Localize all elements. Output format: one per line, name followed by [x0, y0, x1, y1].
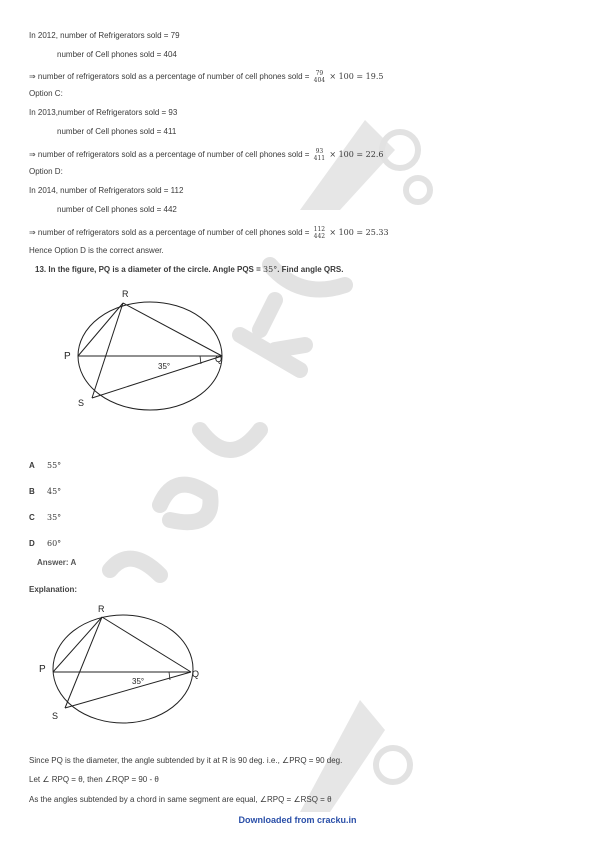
fraction-numerator: 93: [315, 148, 324, 155]
answer-label: Answer: A: [37, 558, 77, 567]
label-r: R: [122, 289, 129, 299]
explanation-label: Explanation:: [29, 585, 78, 594]
option-letter: B: [29, 487, 35, 496]
label-s: S: [52, 711, 59, 721]
solution-line-2014-percentage: [29, 226, 389, 240]
fraction-numerator: 79: [315, 70, 324, 77]
explanation-line-3: As the angles subtended by a chord in same segment are equal, ∠RPQ = ∠RSQ = θ: [29, 795, 332, 804]
option-value: 45°: [47, 487, 62, 496]
solution-line-2014-refrigerators: In 2014, number of Refrigerators sold = 112: [29, 186, 184, 195]
circle-figure-explanation: [35, 600, 215, 730]
percentage-result: × 100 = 22.6: [329, 150, 384, 160]
explanation-line-1: Since PQ is the diameter, the angle subtended by it at R is 90 deg. i.e., ∠PRQ = 90 deg.: [29, 756, 343, 765]
fraction: [314, 148, 325, 162]
footer-download-link[interactable]: Downloaded from cracku.in: [238, 815, 357, 825]
fraction-numerator: 112: [313, 226, 326, 233]
chord-rq: [123, 303, 222, 356]
percentage-text: ⇒ number of refrigerators sold as a percentage of number of cell phones sold =: [29, 72, 310, 82]
chord-pr: [78, 303, 123, 356]
chord-sq: [65, 672, 191, 708]
option-c[interactable]: [29, 513, 61, 523]
angle-label: 35°: [132, 677, 145, 686]
question-text: In the figure, PQ is a diameter of the circle. Angle PQS =: [48, 265, 261, 274]
question-13: [35, 265, 343, 275]
circle-figure-question: [60, 285, 240, 415]
option-d-heading: Option D:: [29, 167, 63, 176]
option-letter: A: [29, 461, 35, 470]
solution-line-2012-percentage: [29, 70, 383, 84]
fraction: [314, 226, 325, 240]
percentage-result: × 100 = 25.33: [329, 228, 389, 238]
percentage-text: ⇒ number of refrigerators sold as a percentage of number of cell phones sold =: [29, 228, 310, 238]
option-letter: C: [29, 513, 35, 522]
circle: [53, 615, 193, 723]
solution-line-2012-refrigerators: In 2012, number of Refrigerators sold = 79: [29, 31, 180, 40]
option-d[interactable]: [29, 539, 61, 549]
solution-line-2014-cellphones: number of Cell phones sold = 442: [57, 205, 177, 214]
solution-line-2013-cellphones: number of Cell phones sold = 411: [57, 127, 177, 136]
percentage-result: × 100 = 19.5: [329, 72, 384, 82]
option-value: 60°: [47, 539, 62, 548]
percentage-text: ⇒ number of refrigerators sold as a percentage of number of cell phones sold =: [29, 150, 310, 160]
explanation-line-2: Let ∠ RPQ = θ, then ∠RQP = 90 - θ: [29, 775, 159, 784]
chord-rs: [65, 617, 102, 708]
label-r: R: [98, 604, 105, 614]
chord-sq: [92, 356, 222, 398]
question-number: 13.: [35, 265, 47, 274]
label-p: P: [64, 351, 71, 362]
label-p: P: [39, 664, 46, 675]
option-value: 55°: [47, 461, 62, 470]
angle-label: 35°: [158, 362, 171, 371]
solution-line-2013-refrigerators: In 2013,number of Refrigerators sold = 93: [29, 108, 178, 117]
question-text-end: . Find angle QRS.: [277, 265, 344, 274]
option-letter: D: [29, 539, 35, 548]
conclusion-text: Hence Option D is the correct answer.: [29, 246, 164, 255]
option-a[interactable]: [29, 461, 61, 471]
option-value: 35°: [47, 513, 62, 522]
fraction-denominator: 404: [313, 77, 326, 84]
chord-rs: [92, 303, 123, 398]
option-b[interactable]: [29, 487, 61, 497]
label-q: Q: [215, 354, 223, 364]
chord-rq: [102, 617, 191, 672]
angle-arc: [169, 672, 170, 680]
solution-line-2013-percentage: [29, 148, 383, 162]
fraction: [314, 70, 325, 84]
fraction-denominator: 442: [313, 233, 326, 240]
question-angle: 35°: [263, 265, 278, 274]
label-q: Q: [192, 669, 200, 679]
option-c-heading: Option C:: [29, 89, 63, 98]
fraction-denominator: 411: [313, 155, 326, 162]
label-s: S: [78, 398, 85, 408]
solution-line-2012-cellphones: number of Cell phones sold = 404: [57, 50, 177, 59]
